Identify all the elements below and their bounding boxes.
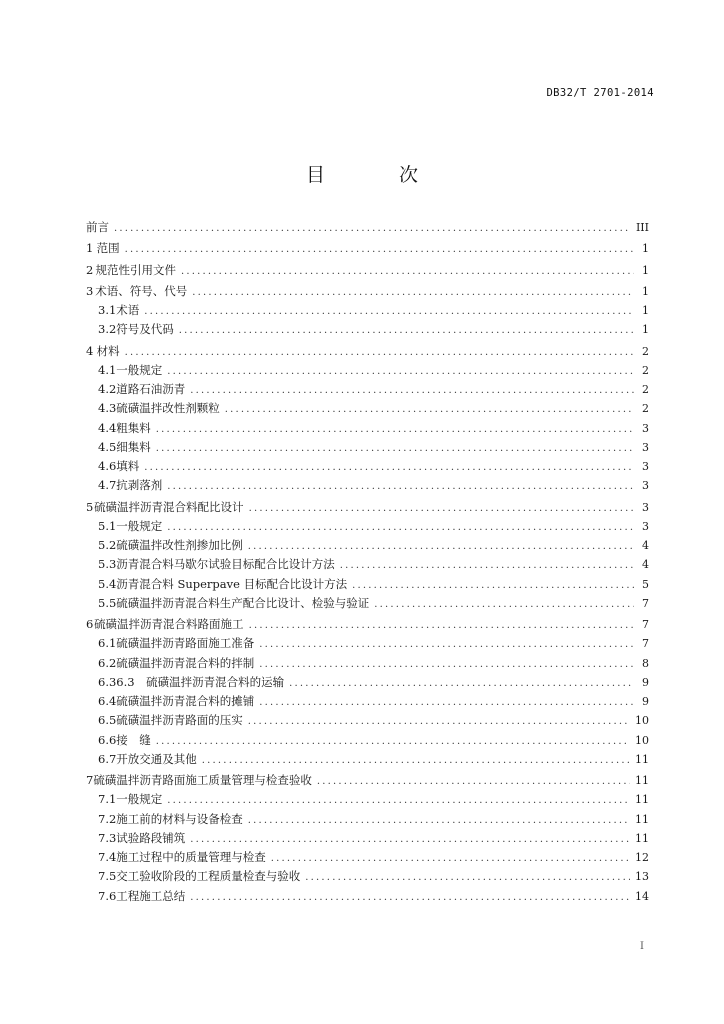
toc-section-entry[interactable]	[86, 673, 649, 692]
toc-entry-title: 范围	[96, 241, 120, 256]
toc-section-entry[interactable]	[86, 790, 649, 809]
toc-entry-page: 2	[642, 363, 649, 377]
dot-leader	[125, 240, 634, 259]
toc-entry-number: 7.2	[98, 811, 117, 826]
toc-section-entry[interactable]	[86, 848, 649, 867]
toc-entry-page: 1	[642, 242, 649, 256]
toc-entry-title: 粗集料	[116, 420, 151, 435]
toc-section-entry[interactable]	[86, 731, 649, 750]
dot-leader	[179, 321, 634, 340]
toc-entry-number: 7.3	[98, 830, 117, 845]
toc-entry-title: 硫磺温拌改性剂掺加比例	[116, 538, 243, 552]
dot-leader	[225, 400, 634, 419]
toc-section-entry[interactable]	[86, 711, 649, 730]
dot-leader	[271, 849, 630, 868]
dot-leader	[259, 635, 634, 654]
toc-entry-page: 8	[642, 656, 649, 670]
toc-entry-number: 4.5	[98, 439, 117, 454]
toc-entry-number: 6.7	[98, 751, 117, 766]
toc-entry-number: 3.2	[98, 322, 117, 337]
toc-entry-page: 4	[642, 539, 649, 552]
toc-entry-page: III	[635, 221, 649, 234]
toc-entry-page: 11	[635, 774, 649, 787]
toc-entry-page: 4	[642, 558, 649, 572]
toc-chapter-entry[interactable]	[86, 498, 649, 517]
toc-entry-title: 接 缝	[116, 732, 151, 747]
toc-entry-title: 沥青混合料马歇尔试验目标配合比设计方法	[116, 557, 335, 572]
toc-entry-number: 5.5	[98, 595, 117, 610]
dot-leader	[305, 868, 630, 887]
dot-leader	[190, 381, 634, 400]
toc-section-entry[interactable]	[86, 361, 649, 380]
toc-entry-page: 3	[642, 519, 649, 533]
toc-entry-title: 一般规定	[116, 792, 163, 807]
dot-leader	[144, 302, 634, 321]
dot-leader	[202, 751, 630, 770]
dot-leader	[156, 439, 634, 458]
toc-entry-number: 5.1	[98, 518, 117, 533]
toc-section-entry[interactable]	[86, 301, 649, 320]
toc-entry-title: 术语、符号、代号	[95, 283, 188, 298]
dot-leader	[248, 537, 634, 556]
toc-section-entry[interactable]	[86, 419, 649, 438]
dot-leader	[248, 712, 630, 731]
toc-entry-title: 硫磺温拌沥青混合料的摊铺	[116, 694, 255, 708]
toc-section-entry[interactable]	[86, 438, 649, 457]
toc-entry-title: 一般规定	[116, 362, 163, 377]
toc-section-entry[interactable]	[86, 654, 649, 673]
toc-entry-page: 3	[642, 500, 649, 514]
toc-entry-title: 细集料	[116, 439, 151, 454]
toc-chapter-entry[interactable]	[86, 239, 649, 258]
toc-section-entry[interactable]	[86, 536, 649, 555]
toc-entry-number: 6.4	[98, 694, 117, 708]
dot-leader	[181, 262, 634, 281]
dot-leader	[317, 772, 630, 791]
toc-section-entry[interactable]	[86, 692, 649, 711]
toc-section-entry[interactable]	[86, 594, 649, 613]
toc-entry-title: 填料	[116, 459, 140, 473]
toc-chapter-entry[interactable]	[86, 615, 649, 634]
toc-entry-title: 6.3 硫磺温拌沥青混合料的运输	[116, 674, 285, 689]
toc-entry-page: 1	[642, 323, 649, 337]
toc-entry-number: 7.1	[98, 792, 117, 807]
toc-entry-number: 6.3	[98, 674, 117, 689]
toc-entry-number: 7.5	[98, 869, 117, 884]
toc-entry-title: 符号及代码	[116, 322, 174, 337]
toc-entry-number: 1	[86, 241, 94, 256]
toc-entry-page: 7	[642, 637, 649, 651]
table-of-contents	[86, 218, 649, 906]
toc-entry-title: 交工验收阶段的工程质量检查与验收	[116, 869, 301, 884]
toc-entry-number: 3	[86, 283, 94, 298]
toc-entry-title: 施工过程中的质量管理与检查	[116, 850, 266, 864]
toc-section-entry[interactable]	[86, 457, 649, 476]
toc-entry-number: 6.5	[98, 713, 117, 728]
toc-entry-number: 4.3	[98, 401, 117, 416]
toc-entry-number: 4.1	[98, 362, 117, 377]
toc-entry-page: 1	[642, 284, 649, 298]
toc-entry-title: 硫磺温拌沥青路面施工准备	[116, 636, 255, 651]
dot-leader	[156, 420, 634, 439]
toc-entry-number: 4.6	[98, 459, 117, 473]
toc-entry-page: 12	[635, 851, 649, 864]
toc-entry-number: 5.4	[98, 576, 117, 591]
toc-entry-number: 4.2	[98, 382, 117, 396]
toc-entry-number: 7.4	[98, 850, 117, 864]
toc-section-entry[interactable]	[86, 517, 649, 536]
page-title: 目 次	[305, 164, 453, 186]
toc-section-entry[interactable]	[86, 575, 649, 594]
dot-leader	[340, 556, 634, 575]
toc-entry-page: 3	[642, 421, 649, 435]
toc-entry-page: 3	[642, 440, 649, 454]
toc-entry-page: 2	[642, 383, 649, 396]
page-number: I	[640, 941, 644, 952]
document-code: DB32/T 2701-2014	[546, 87, 654, 99]
toc-entry-number: 7.6	[98, 888, 117, 903]
toc-entry-title: 一般规定	[116, 518, 163, 533]
toc-entry-title: 硫磺温拌沥青混合料配比设计	[94, 499, 244, 514]
toc-entry-title: 施工前的材料与设备检查	[116, 811, 243, 826]
toc-entry-page: 7	[642, 618, 649, 631]
toc-section-entry[interactable]	[86, 320, 649, 339]
toc-section-entry[interactable]	[86, 867, 649, 886]
toc-entry-title: 道路石油沥青	[116, 382, 186, 396]
toc-entry-page: 11	[635, 812, 649, 826]
dot-leader	[374, 595, 634, 614]
dot-leader	[167, 362, 634, 381]
dot-leader	[167, 518, 634, 537]
toc-entry-title: 材料	[96, 343, 120, 358]
dot-leader	[249, 616, 634, 635]
toc-entry-page: 10	[635, 714, 649, 728]
dot-leader	[259, 655, 634, 674]
toc-entry-title: 工程施工总结	[116, 888, 186, 903]
toc-entry-title: 抗剥落剂	[116, 478, 163, 493]
toc-entry-title: 规范性引用文件	[95, 262, 176, 277]
toc-entry-number: 4.4	[98, 420, 117, 435]
dot-leader	[192, 283, 634, 302]
toc-entry-title: 硫磺温拌改性剂颗粒	[116, 401, 220, 416]
toc-entry-number: 6.1	[98, 636, 117, 651]
toc-entry-number: 4.7	[98, 478, 117, 493]
toc-entry-page: 2	[642, 402, 649, 416]
toc-entry-title: 硫磺温拌沥青路面施工质量管理与检查验收	[93, 773, 312, 787]
dot-leader	[259, 693, 634, 712]
toc-entry-title: 术语	[116, 303, 140, 317]
toc-entry-number: 5.3	[98, 557, 117, 572]
toc-entry-number: 5.2	[98, 538, 117, 552]
toc-chapter-entry[interactable]	[86, 282, 649, 301]
toc-entry-page: 3	[642, 479, 649, 493]
toc-section-entry[interactable]	[86, 750, 649, 769]
toc-section-entry[interactable]	[86, 810, 649, 829]
toc-entry-page: 5	[642, 577, 649, 591]
toc-entry-number: 2	[86, 262, 94, 277]
toc-section-entry[interactable]	[86, 476, 649, 495]
dot-leader	[167, 477, 634, 496]
dot-leader	[190, 888, 630, 907]
toc-entry-title: 硫磺温拌沥青路面的压实	[116, 713, 243, 728]
toc-entry-title: 试验路段铺筑	[116, 830, 186, 845]
toc-entry-page: 11	[635, 793, 649, 807]
dot-leader	[248, 811, 630, 830]
toc-entry-number: 6.6	[98, 732, 117, 747]
toc-entry-number: 3.1	[98, 303, 117, 317]
toc-entry-number: 5	[86, 499, 94, 514]
toc-entry-number: 6.2	[98, 655, 117, 670]
toc-entry-page: 7	[642, 596, 649, 610]
toc-entry-number: 6	[86, 617, 94, 631]
dot-leader	[156, 732, 630, 751]
toc-entry-page: 1	[642, 263, 649, 277]
toc-section-entry[interactable]	[86, 380, 649, 399]
toc-chapter-entry[interactable]	[86, 342, 649, 361]
toc-entry-title: 硫磺温拌沥青混合料的拌制	[116, 655, 255, 670]
dot-leader	[249, 499, 634, 518]
toc-entry-number: 7	[86, 773, 94, 787]
toc-entry-page: 13	[635, 870, 649, 884]
toc-entry-title: 前言	[86, 220, 109, 234]
toc-entry-page: 9	[642, 695, 649, 708]
dot-leader	[289, 674, 634, 693]
toc-section-entry[interactable]	[86, 555, 649, 574]
toc-section-entry[interactable]	[86, 399, 649, 418]
dot-leader	[114, 219, 631, 238]
dot-leader	[125, 343, 634, 362]
dot-leader	[352, 576, 634, 595]
toc-section-entry[interactable]	[86, 887, 649, 906]
toc-section-entry[interactable]	[86, 829, 649, 848]
toc-entry-title: 硫磺温拌沥青混合料生产配合比设计、检验与验证	[116, 595, 370, 610]
toc-entry-page: 14	[635, 889, 649, 903]
toc-entry-number: 4	[86, 343, 94, 358]
dot-leader	[167, 791, 630, 810]
toc-chapter-entry[interactable]	[86, 771, 649, 790]
toc-entry-title: 沥青混合料 Superpave 目标配合比设计方法	[116, 576, 348, 591]
toc-entry-title: 硫磺温拌沥青混合料路面施工	[94, 617, 244, 631]
toc-entry-page: 11	[635, 831, 649, 845]
dot-leader	[190, 830, 630, 849]
toc-entry-page: 10	[635, 733, 649, 747]
toc-entry-page: 2	[642, 344, 649, 358]
toc-chapter-entry[interactable]	[86, 261, 649, 280]
toc-entry-page: 1	[642, 304, 649, 317]
toc-entry-page: 11	[635, 752, 649, 766]
toc-entry-page: 3	[642, 460, 649, 473]
toc-entry-title: 开放交通及其他	[116, 751, 197, 766]
toc-section-entry[interactable]	[86, 634, 649, 653]
toc-chapter-entry[interactable]	[86, 218, 649, 237]
dot-leader	[144, 458, 634, 477]
toc-entry-page: 9	[642, 675, 649, 689]
